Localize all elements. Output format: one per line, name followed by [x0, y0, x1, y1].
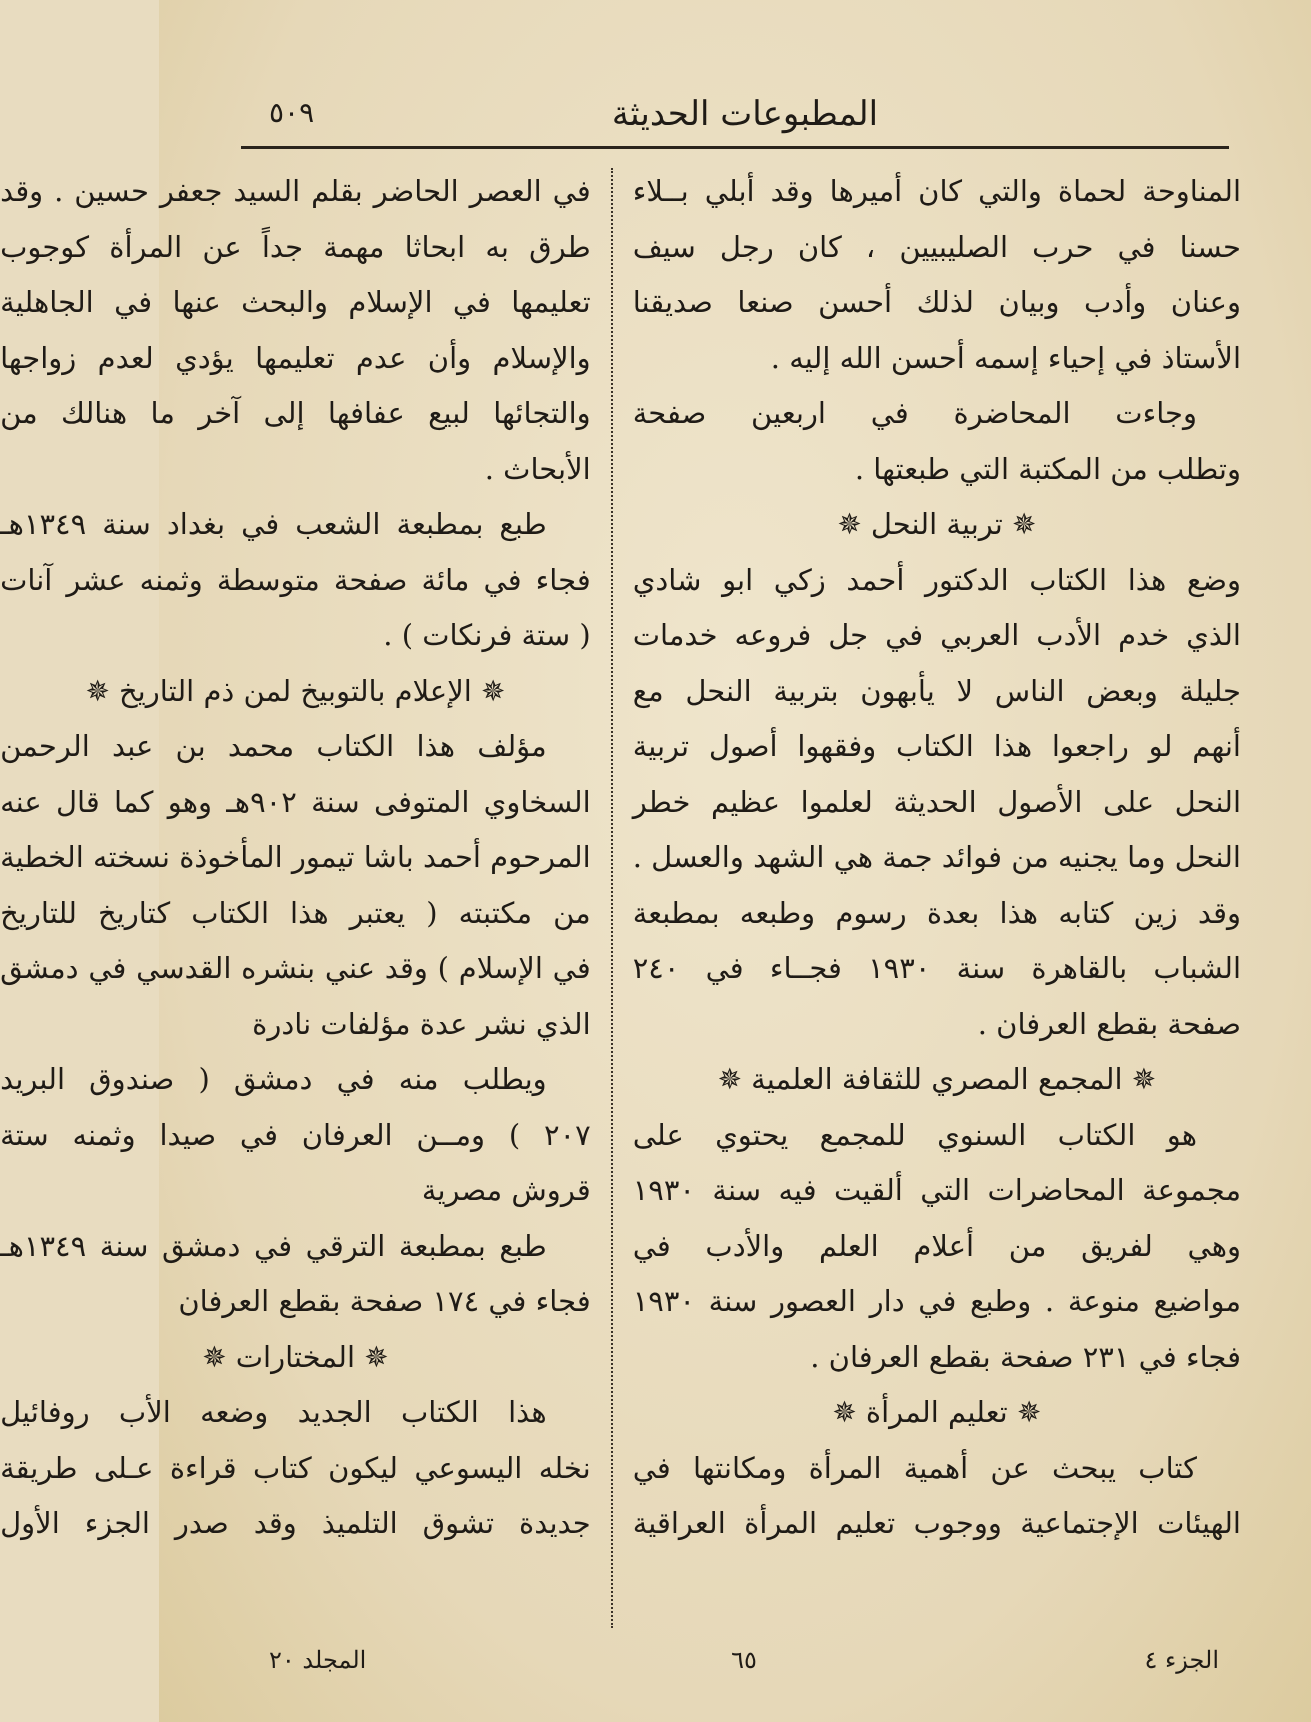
running-title: المطبوعات الحديثة [611, 94, 879, 134]
text-line: الشباب بالقاهرة سنة ١٩٣٠ فجــاء في ٢٤٠ [632, 951, 1241, 985]
text-line: الهيئات الإجتماعية ووجوب تعليم المرأة العراقية [632, 1506, 1241, 1540]
section-heading: ✵ تعليم المرأة ✵ [832, 1395, 1042, 1429]
text-line: النحل وما يجنيه من فوائد جمة هي الشهد والعسل . [632, 840, 1241, 874]
column-divider [611, 168, 613, 1628]
text-line: الأستاذ في إحياء إسمه أحسن الله إليه . [770, 340, 1241, 375]
text-line: الأبحاث . [484, 451, 591, 486]
text-line: النحل على الأصول الحديثة لعلموا عظيم خطر [632, 784, 1241, 819]
section-heading: ✵ تربية النحل ✵ [837, 507, 1037, 541]
text-line: وعنان وأدب وبيان لذلك أحسن صنعا صديقنا [632, 285, 1241, 319]
running-head [269, 92, 1221, 138]
text-line: المرحوم أحمد باشا تيمور المأخوذة نسخته الخطية [0, 840, 591, 874]
page-footer [269, 1646, 1219, 1686]
footer-part: الجزء ٤ [1144, 1646, 1219, 1674]
footer-signature: ٦٥ [731, 1646, 757, 1674]
text-line: وتطلب من المكتبة التي طبعتها . [854, 451, 1241, 486]
text-line: في الإسلام ) وقد عني بنشره القدسي في دمشق [0, 951, 591, 985]
text-line: ٢٠٧ ) ومــن العرفان في صيدا وثمنه ستة [0, 1117, 591, 1152]
text-line: طرق به ابحاثا مهمة جداً عن المرأة كوجوب [0, 229, 591, 264]
text-line: نخله اليسوعي ليكون كتاب قراءة عـلى طريقة [0, 1450, 591, 1485]
text-line: في العصر الحاضر بقلم السيد جعفر حسين . وقد [0, 174, 591, 208]
section-heading: ✵ الإعلام بالتوبيخ لمن ذم التاريخ ✵ [85, 673, 506, 708]
right-column [613, 164, 1241, 1632]
text-line: ( ستة فرنكات ) . [383, 618, 591, 652]
page-number: ٥٠٩ [269, 96, 315, 129]
text-line: تعليمها في الإسلام والبحث عنها في الجاهلية [0, 285, 591, 319]
text-line: هو الكتاب السنوي للمجمع يحتوي على [632, 1117, 1197, 1152]
text-line: طبع بمطبعة الشعب في بغداد سنة ١٣٤٩هـ [0, 507, 547, 541]
text-line: طبع بمطبعة الترقي في دمشق سنة ١٣٤٩هـ [0, 1228, 547, 1263]
text-line: والتجائها لبيع عفافها إلى آخر ما هنالك من [0, 396, 591, 430]
text-line: وجاءت المحاضرة في اربعين صفحة [632, 396, 1197, 430]
section-heading: ✵ المختارات ✵ [202, 1339, 389, 1374]
text-line: الذي خدم الأدب العربي في جل فروعه خدمات [632, 618, 1241, 652]
text-line: مواضيع منوعة . وطبع في دار العصور سنة ١٩٣٠ [632, 1284, 1241, 1318]
text-line: أنهم لو راجعوا هذا الكتاب وفقهوا أصول تربية [632, 729, 1241, 763]
left-column [0, 164, 611, 1632]
text-columns [0, 164, 1241, 1632]
text-line: والإسلام وأن عدم تعليمها يؤدي لعدم زواجها [0, 340, 591, 375]
text-line: مجموعة المحاضرات التي ألقيت فيه سنة ١٩٣٠ [632, 1173, 1241, 1207]
text-line: حسنا في حرب الصليبيين ، كان رجل سيف [632, 229, 1241, 264]
text-line: صفحة بقطع العرفان . [977, 1006, 1241, 1041]
text-line: وقد زين كتابه هذا بعدة رسوم وطبعه بمطبعة [632, 895, 1241, 930]
text-line: فجاء في ١٧٤ صفحة بقطع العرفان [178, 1284, 591, 1318]
text-line: وهي لفريق من أعلام العلم والأدب في [632, 1228, 1241, 1263]
text-line: مؤلف هذا الكتاب محمد بن عبد الرحمن [0, 729, 547, 763]
header-rule [241, 146, 1229, 149]
text-line: فجاء في مائة صفحة متوسطة وثمنه عشر آنات [0, 562, 591, 597]
text-line: جليلة وبعض الناس لا يأبهون بتربية النحل مع [632, 673, 1241, 708]
text-line: ويطلب منه في دمشق ( صندوق البريد [0, 1062, 547, 1096]
text-line: قروش مصرية [421, 1173, 591, 1207]
text-line: السخاوي المتوفى سنة ٩٠٢هـ وهو كما قال عنه [0, 784, 591, 819]
text-line: وضع هذا الكتاب الدكتور أحمد زكي ابو شادي [632, 562, 1241, 597]
footer-volume: المجلد ٢٠ [269, 1646, 367, 1674]
text-line: من مكتبته ( يعتبر هذا الكتاب كتاريخ للتاريخ [0, 895, 591, 930]
text-line: فجاء في ٢٣١ صفحة بقطع العرفان . [810, 1339, 1241, 1374]
text-line: جديدة تشوق التلميذ وقد صدر الجزء الأول [0, 1506, 591, 1540]
section-heading: ✵ المجمع المصري للثقافة العلمية ✵ [717, 1062, 1157, 1096]
text-line: كتاب يبحث عن أهمية المرأة ومكانتها في [632, 1450, 1197, 1485]
text-line: هذا الكتاب الجديد وضعه الأب روفائيل [0, 1395, 547, 1429]
text-line: الذي نشر عدة مؤلفات نادرة [252, 1006, 591, 1041]
text-line: المناوحة لحماة والتي كان أميرها وقد أبلي بــلاء [632, 174, 1241, 208]
